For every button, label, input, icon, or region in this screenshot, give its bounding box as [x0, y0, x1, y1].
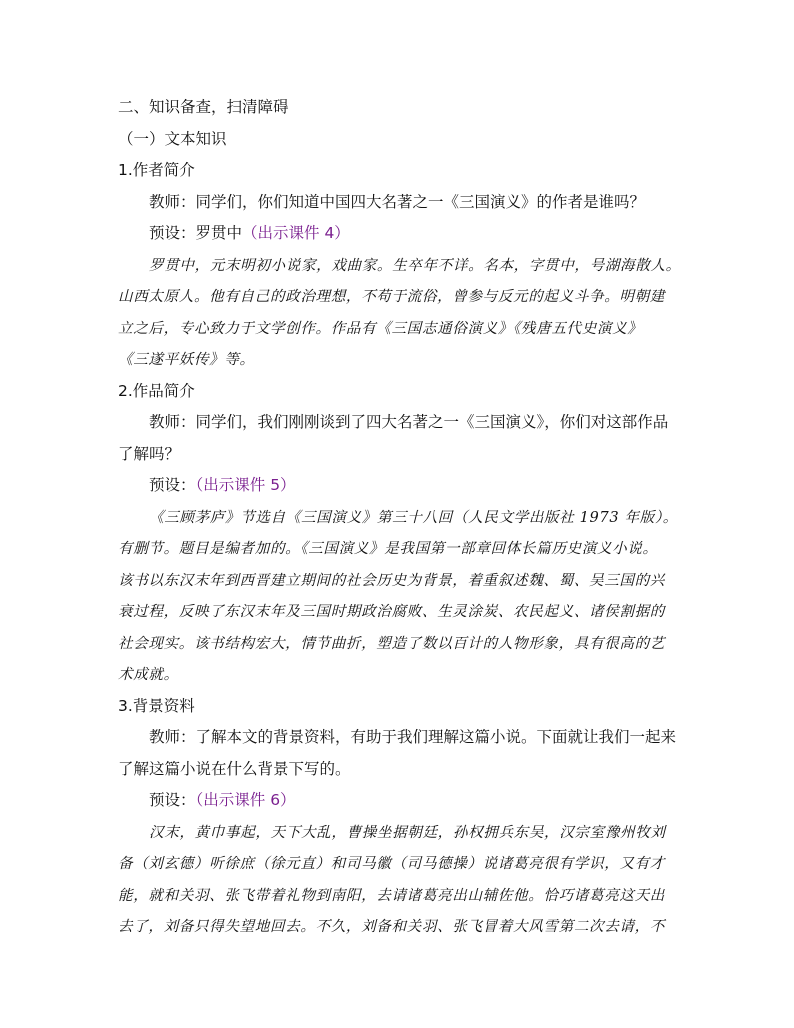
background-paragraph-line: 备（刘玄德）听徐庶（徐元直）和司马徽（司马德操）说诸葛亮很有学识，又有才: [118, 855, 665, 872]
work-teacher-question: 教师：同学们，我们刚刚谈到了四大名著之一《三国演义》，你们对这部作品: [149, 413, 669, 431]
work-paragraph-line: 《三顾茅庐》节选自《三国演义》第三十八回（人民文学出版社 1973 年版）。: [149, 508, 678, 526]
work-preset-label: 预设：: [149, 476, 196, 494]
author-paragraph-line: 立之后，专心致力于文学创作。作品有《三国志通俗演义》《残唐五代史演义》: [118, 319, 643, 337]
document-content: [118, 92, 688, 943]
work-courseware-note: （出示课件 5）: [195, 476, 296, 494]
background-courseware-note: （出示课件 6）: [195, 791, 296, 809]
work-preset: [118, 470, 688, 502]
work-title: 2.作品简介: [118, 381, 195, 400]
work-paragraph-line: 术成就。: [118, 666, 179, 683]
background-paragraph-line: 能，就和关羽、张飞带着礼物到南阳，去请诸葛亮出山辅佐他。恰巧诸葛亮这天出: [118, 886, 665, 904]
work-paragraph-line: 社会现实。该书结构宏大，情节曲折，塑造了数以百计的人物形象，具有很高的艺: [118, 634, 665, 652]
author-preset-label: 预设：罗贯中: [149, 224, 243, 242]
author-preset: [118, 218, 688, 250]
author-teacher-question: 教师：同学们，你们知道中国四大名著之一《三国演义》的作者是谁吗？: [149, 192, 646, 211]
background-paragraph-line: 汉末，黄巾事起，天下大乱，曹操坐据朝廷，孙权拥兵东吴，汉宗室豫州牧刘: [149, 823, 666, 841]
background-preset: [118, 785, 688, 817]
background-preset-label: 预设：: [149, 791, 196, 809]
work-paragraph-line: 衰过程，反映了东汉末年及三国时期政治腐败、生灵涂炭、农民起义、诸侯割据的: [118, 603, 665, 620]
background-teacher-text: 教师：了解本文的背景资料，有助于我们理解这篇小说。下面就让我们一起来: [149, 728, 677, 746]
background-paragraph-line: 去了，刘备只得失望地回去。不久，刘备和关羽、张飞冒着大风雪第二次去请，不: [118, 918, 665, 935]
author-title: 1.作者简介: [118, 161, 195, 179]
section-heading: 二、知识备查，扫清障碍: [118, 98, 289, 116]
background-teacher-text: 了解这篇小说在什么背景下写的。: [118, 759, 351, 778]
author-courseware-note: （出示课件 4）: [242, 224, 350, 242]
work-teacher-question: 了解吗？: [118, 444, 181, 463]
background-title: 3.背景资料: [118, 696, 195, 715]
author-paragraph-line: 山西太原人。他有自己的政治理想，不苟于流俗，曾参与反元的起义斗争。明朝建: [118, 288, 665, 305]
author-paragraph-line: 《三遂平妖传》等。: [118, 351, 255, 368]
work-paragraph-line: 该书以东汉末年到西晋建立期间的社会历史为背景，着重叙述魏、蜀、吴三国的兴: [118, 571, 665, 589]
section-subheading: （一）文本知识: [118, 129, 227, 148]
author-paragraph-line: 罗贯中，元末明初小说家，戏曲家。生卒年不详。名本，字贯中，号湖海散人。: [149, 256, 681, 274]
work-paragraph-line: 有删节。题目是编者加的。《三国演义》是我国第一部章回体长篇历史演义小说。: [118, 540, 658, 557]
